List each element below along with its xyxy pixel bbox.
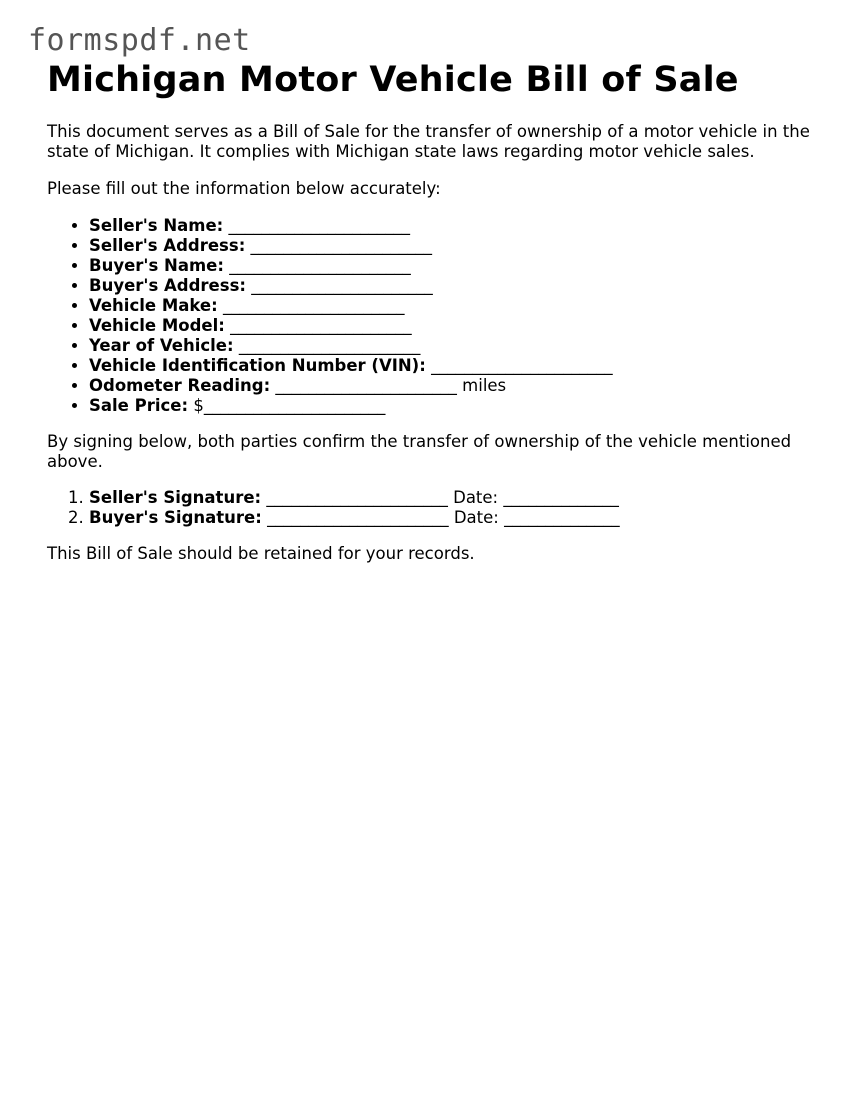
retain-note: This Bill of Sale should be retained for your records.	[47, 544, 475, 563]
field-blank[interactable]: $______________________	[193, 396, 386, 415]
watermark-logo: formspdf.net	[28, 23, 251, 58]
field-buyers-address	[89, 276, 817, 296]
field-vehicle-year	[89, 336, 817, 356]
field-label: Seller's Name:	[89, 216, 224, 235]
field-label: Year of Vehicle:	[89, 336, 234, 355]
field-label: Sale Price:	[89, 396, 189, 415]
field-sale-price	[89, 396, 817, 416]
field-vehicle-model	[89, 316, 817, 336]
field-sellers-name	[89, 216, 817, 236]
vehicle-info-list	[47, 216, 817, 416]
field-blank[interactable]: ______________________	[250, 236, 433, 255]
field-label: Buyer's Name:	[89, 256, 224, 275]
field-sellers-address	[89, 236, 817, 256]
buyer-signature-line	[89, 508, 817, 528]
field-buyers-name	[89, 256, 817, 276]
document-page	[47, 60, 817, 564]
page-title: Michigan Motor Vehicle Bill of Sale	[47, 60, 739, 100]
field-blank[interactable]: ______________________	[228, 216, 411, 235]
field-label: Vehicle Make:	[89, 296, 218, 315]
field-odometer	[89, 376, 817, 396]
intro-paragraph: This document serves as a Bill of Sale for the transfer of ownership of a motor vehicle in the state of Michigan. It complies with Michigan state laws regarding motor vehicle sales.	[47, 122, 810, 161]
field-blank[interactable]: ______________________	[251, 276, 433, 295]
field-vin	[89, 356, 817, 376]
field-blank[interactable]: ______________________ miles	[275, 376, 507, 395]
field-label: Vehicle Model:	[89, 316, 225, 335]
field-label: Vehicle Identification Number (VIN):	[89, 356, 426, 375]
field-label: Buyer's Address:	[89, 276, 246, 295]
field-blank[interactable]: ______________________	[230, 316, 412, 335]
field-label: Seller's Address:	[89, 236, 246, 255]
signature-label: Buyer's Signature:	[89, 508, 262, 527]
field-blank[interactable]: ______________________	[238, 336, 421, 355]
field-blank[interactable]: ______________________	[229, 256, 411, 275]
field-label: Odometer Reading:	[89, 376, 271, 395]
confirmation-paragraph: By signing below, both parties confirm the transfer of ownership of the vehicle mentioned above.	[47, 432, 792, 471]
field-blank[interactable]: ______________________	[431, 356, 613, 375]
signature-blank[interactable]: ______________________ Date: ______________	[266, 488, 619, 507]
signature-list	[47, 488, 817, 528]
signature-blank[interactable]: ______________________ Date: ______________	[267, 508, 620, 527]
signature-label: Seller's Signature:	[89, 488, 262, 507]
instructions-paragraph: Please fill out the information below accurately:	[47, 179, 441, 198]
seller-signature-line	[89, 488, 817, 508]
field-vehicle-make	[89, 296, 817, 316]
field-blank[interactable]: ______________________	[222, 296, 405, 315]
